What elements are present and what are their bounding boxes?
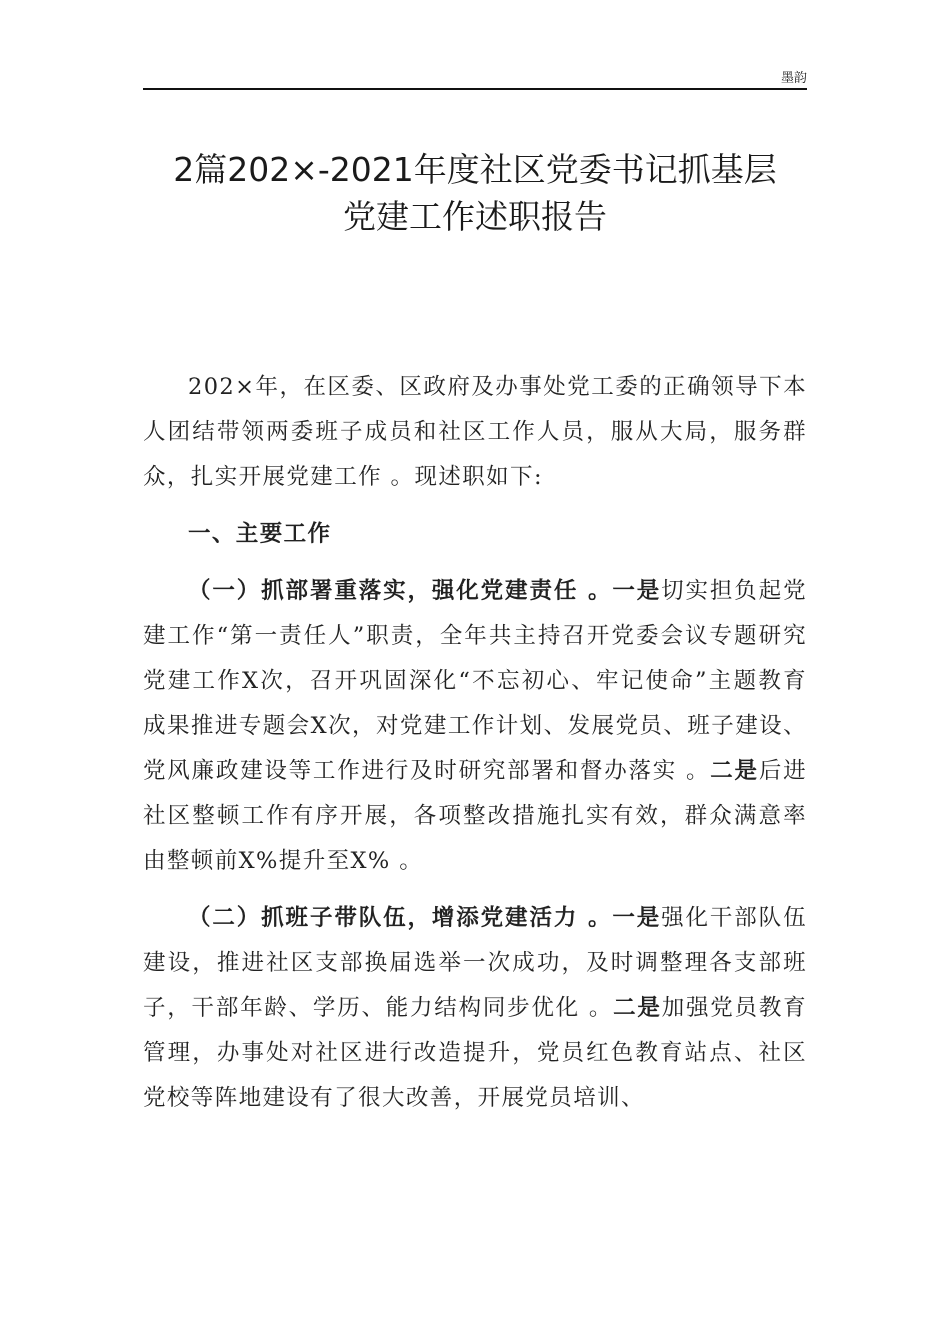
header-divider <box>143 88 807 90</box>
point-text: 加强党员教育管理，办事处对社区进行改造提升，党员红色教育站点、社区党校等阵地建设有了很大改善，开展党员培训、 <box>143 995 807 1111</box>
point-label: 一是 <box>612 578 662 604</box>
intro-paragraph: 202×年，在区委、区政府及办事处党工委的正确领导下本人团结带领两委班子成员和社区工作人员，服从大局，服务群众，扎实开展党建工作 。现述职如下: <box>143 374 807 490</box>
point-text: 强化干部队伍建设，推进社区支部换届选举一次成功，及时调整理各支部班子，干部年龄、学历、能力结构同步优化 。 <box>143 905 807 1021</box>
subsection-2-heading: （二）抓班子带队伍，增添党建活力 。 <box>188 905 613 931</box>
title-line-1: 2篇202×-2021年度社区党委书记抓基层 <box>173 150 777 189</box>
point-label: 二是 <box>710 758 759 784</box>
point-label: 一是 <box>612 905 662 931</box>
point-label: 二是 <box>613 995 662 1021</box>
header-label: 墨韵 <box>780 71 807 86</box>
section-heading-main-work: 一、主要工作 <box>188 521 332 547</box>
subsection-1-heading: （一）抓部署重落实，强化党建责任 。 <box>188 578 613 604</box>
point-text: 切实担负起党建工作“第一责任人”职责，全年共主持召开党委会议专题研究党建工作X次，召开巩固深化“不忘初心、牢记使命”主题教育成果推进专题会X次，对党建工作计划、发展党员、班子建设、党风廉政建设等工作进行及时研究部署和督办落实 。 <box>143 578 807 784</box>
point-text: 后进社区整顿工作有序开展，各项整改措施扎实有效，群众满意率由整顿前X%提升至X% 。 <box>143 758 807 874</box>
document-body <box>143 365 807 1121</box>
document-title <box>143 146 807 240</box>
subsection-2-paragraph <box>143 896 807 1121</box>
title-line-2: 党建工作述职报告 <box>343 197 607 236</box>
subsection-1-paragraph <box>143 569 807 884</box>
